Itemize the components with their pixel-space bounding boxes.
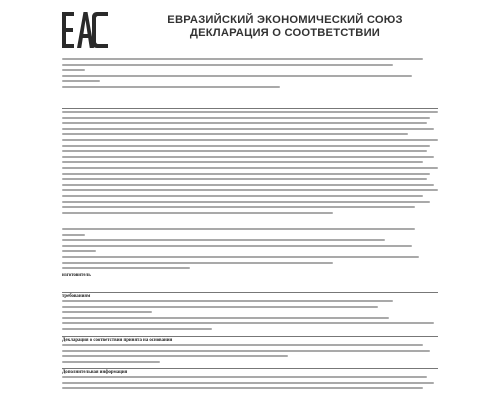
eac-mark-icon	[60, 8, 110, 52]
requirements-rule	[62, 336, 438, 337]
manufacturer-block	[62, 228, 438, 279]
declaration-basis-block	[62, 338, 438, 366]
header-union-title: ЕВРАЗИЙСКИЙ ЭКОНОМИЧЕСКИЙ СОЮЗ	[167, 14, 403, 26]
document-header	[120, 14, 450, 40]
applicant-block	[62, 58, 438, 92]
requirements-block	[62, 294, 438, 334]
declaration-basis-label: Декларация о соответствии принята на основании	[62, 338, 173, 343]
additional-info-label: Дополнительная информация	[62, 370, 128, 375]
header-declaration-title: ДЕКЛАРАЦИЯ О СООТВЕТСТВИИ	[189, 27, 381, 39]
declaration-basis-rule	[62, 368, 438, 369]
applicant-rule	[62, 108, 438, 109]
product-description-block	[62, 111, 438, 217]
requirements-label: требованиям	[62, 294, 91, 299]
manufacturer-rule	[62, 292, 438, 293]
additional-info-block	[62, 370, 438, 393]
manufacturer-label: изготовитель	[62, 272, 91, 278]
